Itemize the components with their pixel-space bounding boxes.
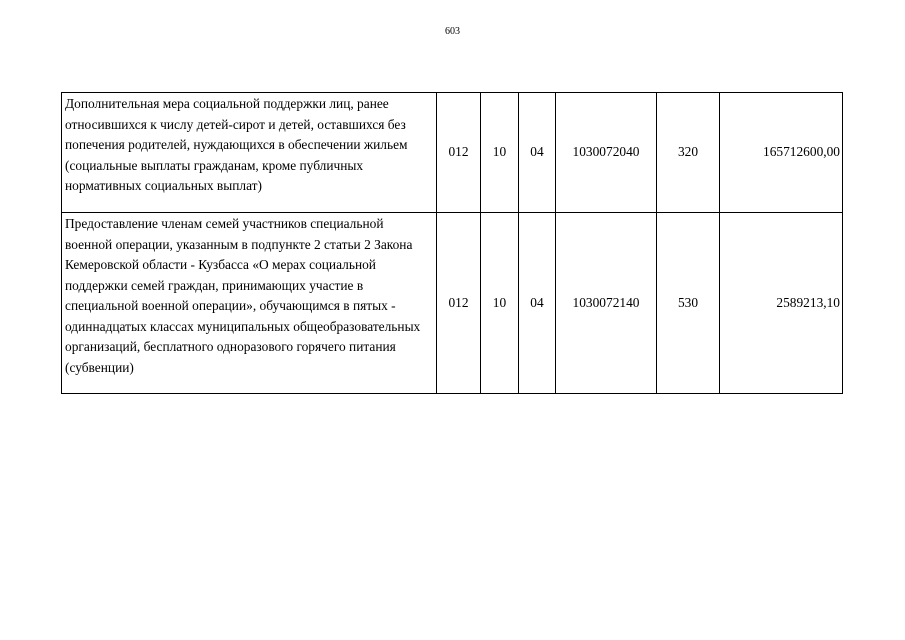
- row-section-code: 10: [481, 93, 519, 213]
- row-section-code: 10: [481, 213, 519, 394]
- row-expense-type: 530: [657, 213, 720, 394]
- row-amount: 2589213,10: [720, 213, 843, 394]
- table-row: [62, 93, 843, 213]
- row-expense-type: 320: [657, 93, 720, 213]
- page-number: 603: [445, 26, 460, 37]
- row-description: Предоставление членам семей участников специальной военной операции, указанным в подпункте 2 статьи 2 Закона Кемеровской области - Кузбасса «О мерах социальной поддержки семей граждан, принимающих участие в специальной военной операции», обучающимся в пятых - одиннадцатых классах муниципальных общеобразовательных организаций, бесплатного одноразового горячего питания (субвенции): [62, 213, 437, 394]
- budget-table: [61, 92, 843, 394]
- row-ministry-code: 012: [437, 93, 481, 213]
- row-subsection-code: 04: [519, 213, 556, 394]
- row-target-article: 1030072140: [556, 213, 657, 394]
- row-target-article: 1030072040: [556, 93, 657, 213]
- row-ministry-code: 012: [437, 213, 481, 394]
- row-amount: 165712600,00: [720, 93, 843, 213]
- row-subsection-code: 04: [519, 93, 556, 213]
- row-description: Дополнительная мера социальной поддержки лиц, ранее относившихся к числу детей-сирот и детей, оставшихся без попечения родителей, нуждающихся в обеспечении жильем (социальные выплаты гражданам, кроме публичных нормативных социальных выплат): [62, 93, 437, 213]
- table-row: [62, 213, 843, 394]
